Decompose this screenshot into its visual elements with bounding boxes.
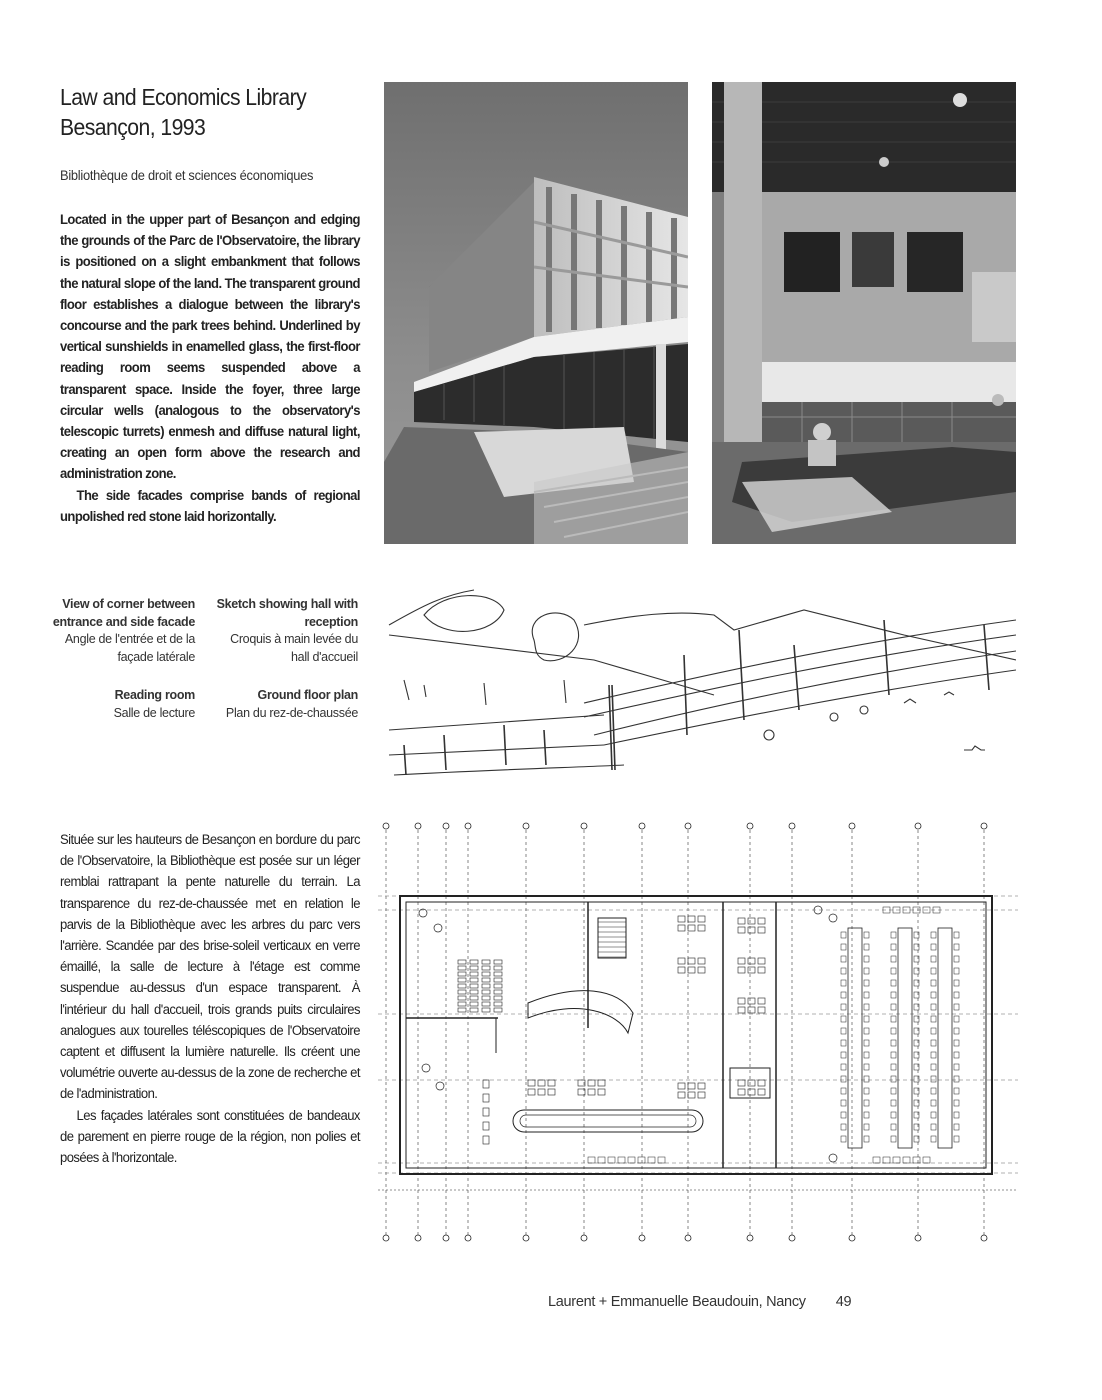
title-line-2: Besançon, 1993 [60, 114, 206, 140]
body-text-french [60, 830, 360, 1169]
caption-sketch-en-1: Sketch showing hall with [216, 597, 358, 611]
footer-credit: Laurent + Emmanuelle Beaudouin, Nancy [548, 1294, 806, 1310]
subtitle: Bibliothèque de droit et sciences économiques [60, 167, 314, 183]
caption-sketch-fr-2: hall d'accueil [291, 649, 358, 664]
photo-exterior-corner [384, 82, 688, 544]
caption-reading-fr: Salle de lecture [113, 705, 195, 720]
paragraph: Les façades latérales sont constituées de bandeaux de parement en pierre rouge de la région, non polies et posées à l'horizontale. [60, 1107, 360, 1167]
caption-plan-en: Ground floor plan [257, 688, 358, 702]
paragraph: Située sur les hauteurs de Besançon en bordure du parc de l'Observatoire, la Bibliothèque est posée sur un léger remblai rattrapant la pente naturelle du terrain. La transparence du rez-de-chaussée met en relation le parvis de la Bibliothèque avec les arbres du parc vers l'arrière. Scandée par des brise-soleil verticaux en verre émaillé, la salle de lecture à l'étage est comme suspendue au-dessus d'un espace transparent. À l'intérieur du hall d'accueil, trois grands puits circulaires analogues aux tourelles téléscopiques de l'Observatoire captent et diffusent la lumière naturelle. Ils créent une volumétrie ouverte au-dessus de la zone de recherche et de l'administration. [60, 832, 360, 1103]
caption-corner-en-1: View of corner between [62, 597, 195, 611]
caption-corner [40, 596, 195, 666]
caption-plan-fr: Plan du rez-de-chaussée [225, 705, 358, 720]
caption-reading [40, 687, 195, 722]
caption-sketch [203, 596, 358, 666]
caption-corner-fr-2: façade latérale [117, 649, 195, 664]
ground-floor-plan [378, 818, 1018, 1246]
caption-reading-en: Reading room [114, 688, 195, 702]
caption-corner-fr-1: Angle de l'entrée et de la [64, 632, 195, 646]
caption-corner-en-2: entrance and side facade [52, 614, 195, 629]
caption-sketch-en-2: reception [304, 614, 358, 629]
body-text-english [60, 210, 360, 528]
photo-reading-room [712, 82, 1016, 544]
caption-plan [203, 687, 358, 722]
paragraph: The side facades comprise bands of regional unpolished red stone laid horizontally. [60, 487, 360, 525]
title-line-1: Law and Economics Library [60, 84, 307, 110]
page-number: 49 [835, 1294, 852, 1310]
caption-sketch-fr-1: Croquis à main levée du [230, 632, 358, 646]
page-footer [548, 1294, 851, 1310]
sketch-hall-reception [384, 585, 1016, 780]
page-title [60, 82, 354, 142]
paragraph: Located in the upper part of Besançon and edging the grounds of the Parc de l'Observatoire, the library is positioned on a slight embankment that follows the natural slope of the land. The transparent ground floor establishes a dialogue between the library's concourse and the park trees behind. Underlined by vertical sunshields in enamelled glass, the first-floor reading room seems suspended above a transparent space. Inside the foyer, three large circular wells (analogous to the observatory's telescopic turrets) enmesh and diffuse natural light, creating an open form above the research and administration zone. [60, 212, 360, 483]
